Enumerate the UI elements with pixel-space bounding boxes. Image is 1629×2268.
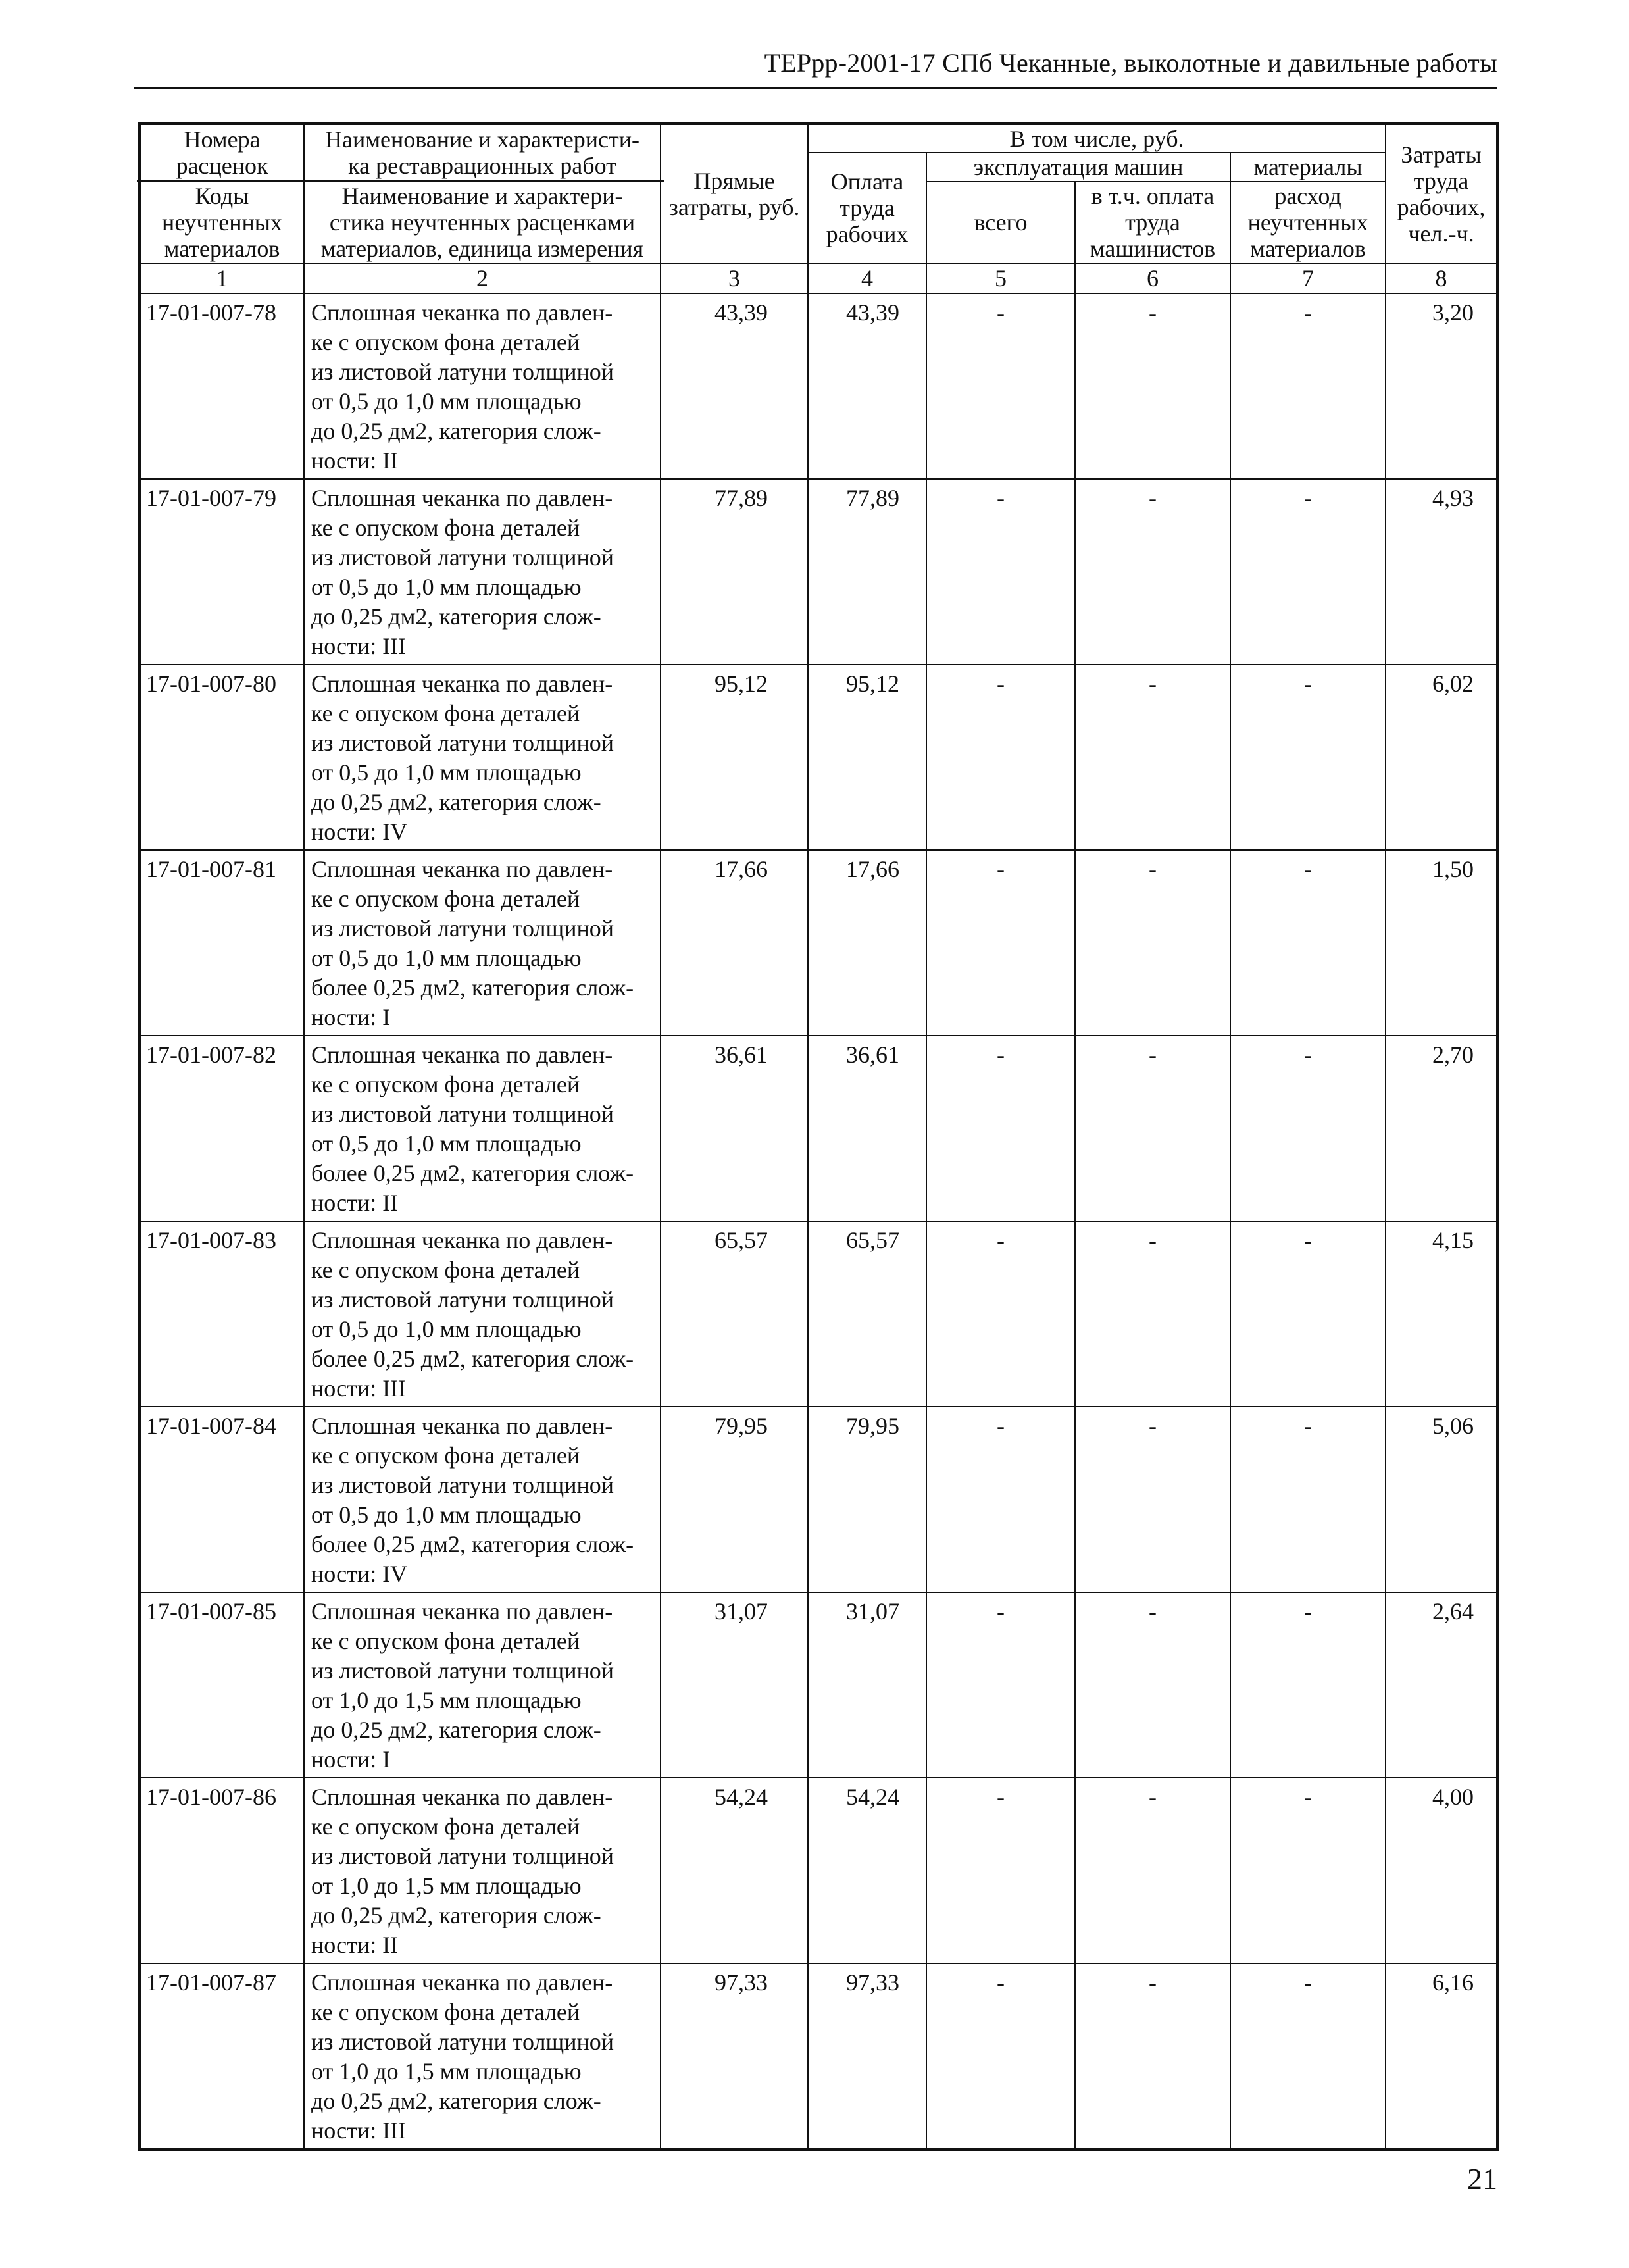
header-material-name: Наименование и характери- стика неучтенных расценками материалов, единица измерения — [320, 182, 644, 262]
labor-hours-value: 4,15 — [1386, 1221, 1497, 1407]
rate-code: 17-01-007-84 — [139, 1407, 304, 1592]
work-description: Сплошная чеканка по давлен- ке с опуском фона деталей из листовой латуни толщиной от 0,5 до 1,0 мм площадью до 0,25 дм2, категория слож- ности: III — [304, 479, 661, 665]
header-names — [304, 124, 661, 263]
labor-hours-value: 4,93 — [1386, 479, 1497, 665]
labor-pay-value: 97,33 — [808, 1963, 926, 2150]
running-header: ТЕРрр-2001-17 СПб Чеканные, выколотные и давильные работы — [764, 48, 1497, 78]
direct-costs-value: 54,24 — [661, 1778, 808, 1963]
machinist-pay-value: - — [1075, 850, 1230, 1036]
column-numbers-row — [139, 263, 1497, 293]
rate-code: 17-01-007-87 — [139, 1963, 304, 2150]
page-number: 21 — [1467, 2162, 1497, 2196]
table-row — [139, 850, 1497, 1036]
column-number: 2 — [304, 263, 661, 293]
rate-code: 17-01-007-81 — [139, 850, 304, 1036]
column-number: 1 — [139, 263, 304, 293]
table-row — [139, 479, 1497, 665]
labor-pay-value: 54,24 — [808, 1778, 926, 1963]
labor-hours-value: 6,16 — [1386, 1963, 1497, 2150]
rate-code: 17-01-007-80 — [139, 665, 304, 850]
machines-total-value: - — [926, 293, 1075, 479]
labor-hours-value: 3,20 — [1386, 293, 1497, 479]
header-including: В том числе, руб. — [808, 124, 1386, 153]
labor-pay-value: 43,39 — [808, 293, 926, 479]
materials-value: - — [1230, 1407, 1386, 1592]
header-labor-hours: Затраты труда рабочих, чел.-ч. — [1386, 124, 1497, 263]
header-rate-numbers: Номера расценок — [137, 126, 307, 182]
header-machinist-pay: в т.ч. оплата труда машинистов — [1075, 182, 1230, 263]
labor-pay-value: 77,89 — [808, 479, 926, 665]
direct-costs-value: 17,66 — [661, 850, 808, 1036]
labor-hours-value: 6,02 — [1386, 665, 1497, 850]
materials-value: - — [1230, 293, 1386, 479]
machinist-pay-value: - — [1075, 1963, 1230, 2150]
work-description: Сплошная чеканка по давлен- ке с опуском фона деталей из листовой латуни толщиной от 0,5 до 1,0 мм площадью более 0,25 дм2, категория слож- ности: I — [304, 850, 661, 1036]
rate-code: 17-01-007-78 — [139, 293, 304, 479]
machines-total-value: - — [926, 1778, 1075, 1963]
table-row — [139, 1407, 1497, 1592]
header-materials-consumption: расход неучтенных материалов — [1230, 182, 1386, 263]
materials-value: - — [1230, 1778, 1386, 1963]
direct-costs-value: 36,61 — [661, 1036, 808, 1221]
table-row — [139, 1221, 1497, 1407]
materials-value: - — [1230, 1221, 1386, 1407]
machines-total-value: - — [926, 1221, 1075, 1407]
column-number: 8 — [1386, 263, 1497, 293]
work-description: Сплошная чеканка по давлен- ке с опуском фона деталей из листовой латуни толщиной от 0,5 до 1,0 мм площадью более 0,25 дм2, категория слож- ности: IV — [304, 1407, 661, 1592]
labor-pay-value: 17,66 — [808, 850, 926, 1036]
machines-total-value: - — [926, 665, 1075, 850]
machinist-pay-value: - — [1075, 1778, 1230, 1963]
table-header — [139, 124, 1497, 293]
labor-hours-value: 4,00 — [1386, 1778, 1497, 1963]
direct-costs-value: 65,57 — [661, 1221, 808, 1407]
column-number: 5 — [926, 263, 1075, 293]
direct-costs-value: 77,89 — [661, 479, 808, 665]
direct-costs-value: 43,39 — [661, 293, 808, 479]
work-description: Сплошная чеканка по давлен- ке с опуском фона деталей из листовой латуни толщиной от 0,5 до 1,0 мм площадью до 0,25 дм2, категория слож- ности: IV — [304, 665, 661, 850]
labor-pay-value: 31,07 — [808, 1592, 926, 1778]
table-row — [139, 665, 1497, 850]
work-description: Сплошная чеканка по давлен- ке с опуском фона деталей из листовой латуни толщиной от 0,5 до 1,0 мм площадью более 0,25 дм2, категория слож- ности: III — [304, 1221, 661, 1407]
direct-costs-value: 31,07 — [661, 1592, 808, 1778]
column-number: 3 — [661, 263, 808, 293]
header-rule — [134, 87, 1497, 89]
materials-value: - — [1230, 1036, 1386, 1221]
header-material-codes: Коды неучтенных материалов — [162, 182, 282, 262]
header-labor-pay: Оплата труда рабочих — [808, 153, 926, 263]
labor-pay-value: 65,57 — [808, 1221, 926, 1407]
header-work-name: Наименование и характеристи- ка реставрационных работ — [301, 126, 664, 182]
table-body — [139, 293, 1497, 2150]
column-number: 6 — [1075, 263, 1230, 293]
machinist-pay-value: - — [1075, 1036, 1230, 1221]
labor-pay-value: 36,61 — [808, 1036, 926, 1221]
materials-value: - — [1230, 850, 1386, 1036]
machines-total-value: - — [926, 1592, 1075, 1778]
rate-code: 17-01-007-79 — [139, 479, 304, 665]
labor-hours-value: 2,64 — [1386, 1592, 1497, 1778]
labor-pay-value: 79,95 — [808, 1407, 926, 1592]
materials-value: - — [1230, 1963, 1386, 2150]
table-row — [139, 293, 1497, 479]
machinist-pay-value: - — [1075, 293, 1230, 479]
header-machine-operation: эксплуатация машин — [926, 153, 1230, 182]
machines-total-value: - — [926, 1963, 1075, 2150]
work-description: Сплошная чеканка по давлен- ке с опуском фона деталей из листовой латуни толщиной от 1,0 до 1,5 мм площадью до 0,25 дм2, категория слож- ности: II — [304, 1778, 661, 1963]
rate-code: 17-01-007-82 — [139, 1036, 304, 1221]
labor-hours-value: 2,70 — [1386, 1036, 1497, 1221]
header-machines-total: всего — [926, 182, 1075, 263]
column-number: 4 — [808, 263, 926, 293]
machines-total-value: - — [926, 1407, 1075, 1592]
column-number: 7 — [1230, 263, 1386, 293]
rate-code: 17-01-007-85 — [139, 1592, 304, 1778]
table-row — [139, 1592, 1497, 1778]
work-description: Сплошная чеканка по давлен- ке с опуском фона деталей из листовой латуни толщиной от 0,5 до 1,0 мм площадью до 0,25 дм2, категория слож- ности: II — [304, 293, 661, 479]
machines-total-value: - — [926, 1036, 1075, 1221]
header-codes — [139, 124, 304, 263]
direct-costs-value: 95,12 — [661, 665, 808, 850]
machinist-pay-value: - — [1075, 1592, 1230, 1778]
materials-value: - — [1230, 665, 1386, 850]
work-description: Сплошная чеканка по давлен- ке с опуском фона деталей из листовой латуни толщиной от 1,0 до 1,5 мм площадью до 0,25 дм2, категория слож- ности: III — [304, 1963, 661, 2150]
materials-value: - — [1230, 1592, 1386, 1778]
machinist-pay-value: - — [1075, 1221, 1230, 1407]
work-description: Сплошная чеканка по давлен- ке с опуском фона деталей из листовой латуни толщиной от 1,0 до 1,5 мм площадью до 0,25 дм2, категория слож- ности: I — [304, 1592, 661, 1778]
labor-hours-value: 5,06 — [1386, 1407, 1497, 1592]
rates-table — [138, 122, 1499, 2151]
work-description: Сплошная чеканка по давлен- ке с опуском фона деталей из листовой латуни толщиной от 0,5 до 1,0 мм площадью более 0,25 дм2, категория слож- ности: II — [304, 1036, 661, 1221]
machinist-pay-value: - — [1075, 665, 1230, 850]
machines-total-value: - — [926, 850, 1075, 1036]
rate-code: 17-01-007-83 — [139, 1221, 304, 1407]
table-row — [139, 1036, 1497, 1221]
materials-value: - — [1230, 479, 1386, 665]
labor-pay-value: 95,12 — [808, 665, 926, 850]
header-materials-group: материалы — [1230, 153, 1386, 182]
machinist-pay-value: - — [1075, 479, 1230, 665]
machines-total-value: - — [926, 479, 1075, 665]
table-row — [139, 1778, 1497, 1963]
machinist-pay-value: - — [1075, 1407, 1230, 1592]
rate-code: 17-01-007-86 — [139, 1778, 304, 1963]
table-row — [139, 1963, 1497, 2150]
direct-costs-value: 97,33 — [661, 1963, 808, 2150]
header-direct-costs: Прямые затраты, руб. — [661, 124, 808, 263]
labor-hours-value: 1,50 — [1386, 850, 1497, 1036]
direct-costs-value: 79,95 — [661, 1407, 808, 1592]
